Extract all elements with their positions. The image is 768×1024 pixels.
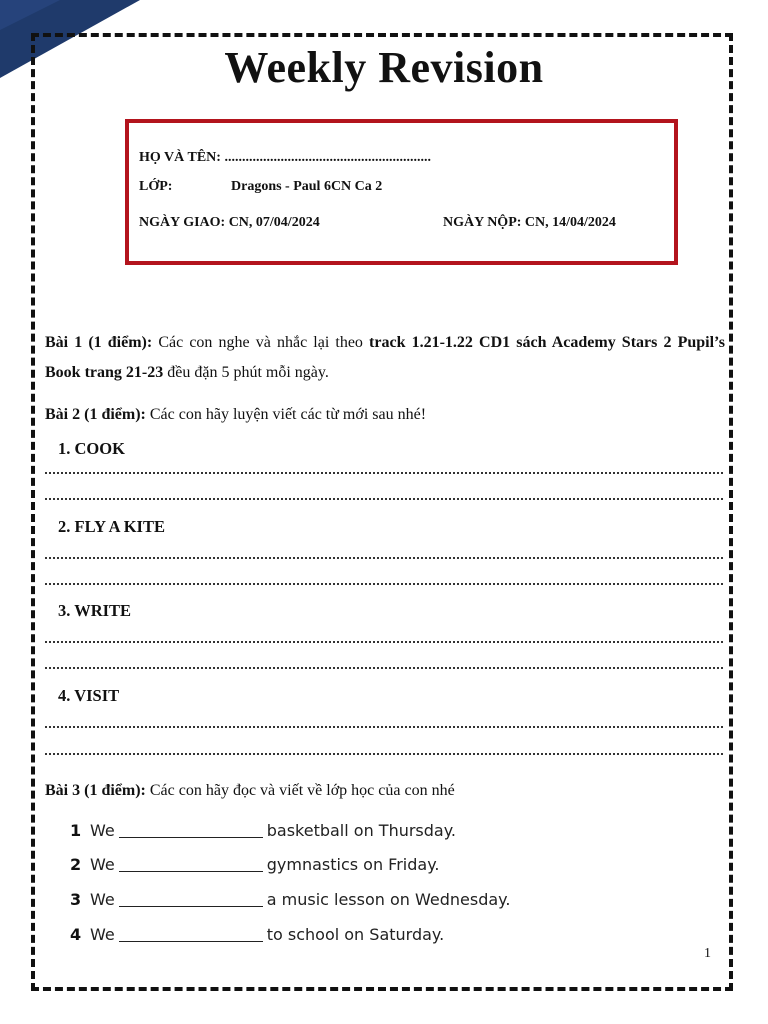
corner-decoration-inner [0,0,60,30]
exercise-1-text-end: đều đặn 5 phút mỗi ngày. [163,364,329,381]
exercise-1-text: Các con nghe và nhắc lại theo [152,334,370,351]
sentence-number: 3 [70,890,82,909]
name-field: HỌ VÀ TÊN: ........................................................... [139,150,431,165]
answer-blank[interactable] [119,871,263,872]
word-item-1: 1. COOK [58,439,125,458]
exercise-3-label: Bài 3 (1 điểm): [45,782,146,799]
exercise-1 [45,328,725,388]
exercise-1-label: Bài 1 (1 điểm): [45,334,153,351]
answer-blank[interactable] [119,837,263,838]
writing-line[interactable] [45,667,723,669]
answer-blank[interactable] [119,906,263,907]
sentence-start: We [90,925,115,944]
word-item-2: 2. FLY A KITE [58,517,165,536]
page-title: Weekly Revision [224,43,544,92]
class-label: LỚP: [139,179,173,194]
writing-line[interactable] [45,472,723,474]
sentence-row [70,925,444,944]
sentence-end: basketball on Thursday. [266,821,456,840]
sentence-row [70,890,510,909]
exercise-3-text: Các con hãy đọc và viết về lớp học của con nhé [145,782,455,799]
exercise-3 [45,776,455,806]
sentence-row [70,821,456,840]
answer-blank[interactable] [119,941,263,942]
due-date: NGÀY NỘP: CN, 14/04/2024 [443,215,616,230]
writing-line[interactable] [45,641,723,643]
sentence-end: to school on Saturday. [266,925,445,944]
exercise-2 [45,400,426,430]
sentence-number: 2 [70,855,82,874]
sentence-start: We [90,855,115,874]
sentence-number: 4 [70,925,82,944]
sentence-row [70,855,439,874]
writing-line[interactable] [45,726,723,728]
word-item-4: 4. VISIT [58,686,120,705]
sentence-number: 1 [70,821,82,840]
writing-line[interactable] [45,583,723,585]
class-value: Dragons - Paul 6CN Ca 2 [231,179,383,194]
word-item-3: 3. WRITE [58,601,132,620]
page-number: 1 [704,946,711,961]
exercise-2-text: Các con hãy luyện viết các từ mới sau nhé! [145,406,427,423]
exercise-1-track: track 1.21-1.22 CD1 sách Academy Stars 2 Pupil’s Book trang 21-23 [45,334,726,381]
student-info-box [125,119,678,265]
writing-line[interactable] [45,498,723,500]
sentence-end: gymnastics on Friday. [266,855,440,874]
sentence-start: We [90,890,115,909]
writing-line[interactable] [45,753,723,755]
exercise-2-label: Bài 2 (1 điểm): [45,406,146,423]
sentence-end: a music lesson on Wednesday. [266,890,511,909]
sentence-start: We [90,821,115,840]
writing-line[interactable] [45,557,723,559]
assigned-date: NGÀY GIAO: CN, 07/04/2024 [139,215,320,230]
